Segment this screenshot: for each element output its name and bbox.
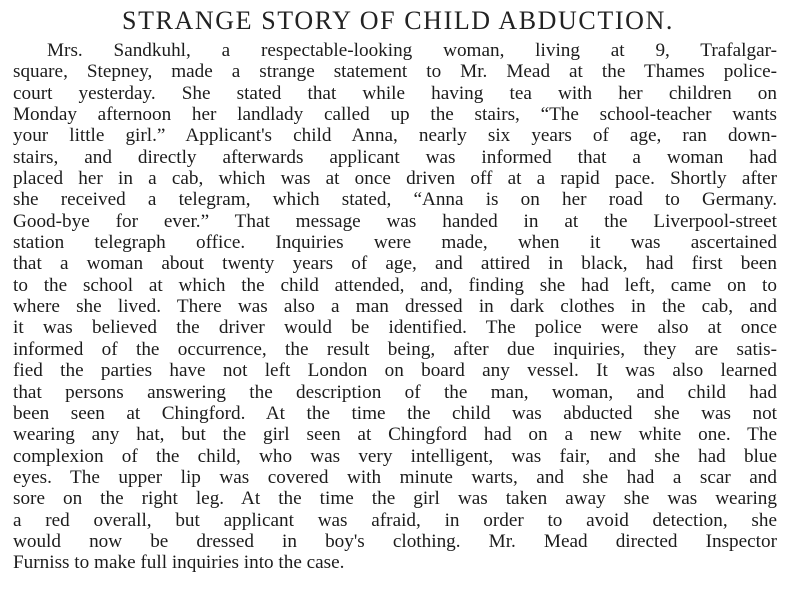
article-line: eyes. The upper lip was covered with minute warts, and she had a scar and [13,466,777,488]
article-line: court yesterday. She stated that while having tea with her children on [13,82,777,104]
article-headline: STRANGE STORY OF CHILD ABDUCTION. [122,6,674,35]
article-line: informed of the occurrence, the result being, after due inquiries, they are satis- [13,338,777,360]
article-line: Good-bye for ever.” That message was handed in at the Liverpool-street [13,210,777,232]
article-line: that persons answering the description of the man, woman, and child had [13,381,777,403]
article-line: to the school at which the child attended, and, finding she had left, came on to [13,274,777,296]
article-line: complexion of the child, who was very intelligent, was fair, and she had blue [13,445,777,467]
article-line: Mrs. Sandkuhl, a respectable-looking woman, living at 9, Trafalgar- [47,40,777,61]
article-line: Monday afternoon her landlady called up the stairs, “The school-teacher wants [13,104,777,126]
article-line: stairs, and directly afterwards applicant was informed that a woman had [13,146,777,168]
article-line: would now be dressed in boy's clothing. Mr. Mead directed Inspector [13,530,777,552]
article-body [13,40,777,574]
article-line: square, Stepney, made a strange statement to Mr. Mead at the Thames police- [13,61,777,83]
article-line: your little girl.” Applicant's child Anna, nearly six years of age, ran down- [13,125,777,147]
newspaper-article [13,6,777,574]
article-line: fied the parties have not left London on board any vessel. It was also learned [13,360,777,382]
article-line: Furniss to make full inquiries into the case. [13,552,345,574]
article-line: placed her in a cab, which was at once driven off at a rapid pace. Shortly after [13,168,777,190]
article-line: where she lived. There was also a man dressed in dark clothes in the cab, and [13,296,777,318]
article-line: she received a telegram, which stated, “Anna is on her road to Germany. [13,189,777,211]
article-line: that a woman about twenty years of age, and attired in black, had first been [13,253,777,275]
article-line: it was believed the driver would be identified. The police were also at once [13,317,777,339]
article-line: sore on the right leg. At the time the girl was taken away she was wearing [13,488,777,510]
article-line: been seen at Chingford. At the time the child was abducted she was not [13,402,777,424]
article-line: wearing any hat, but the girl seen at Chingford had on a new white one. The [13,424,777,446]
article-line: a red overall, but applicant was afraid, in order to avoid detection, she [13,509,777,531]
article-line: station telegraph office. Inquiries were made, when it was ascertained [13,232,777,254]
